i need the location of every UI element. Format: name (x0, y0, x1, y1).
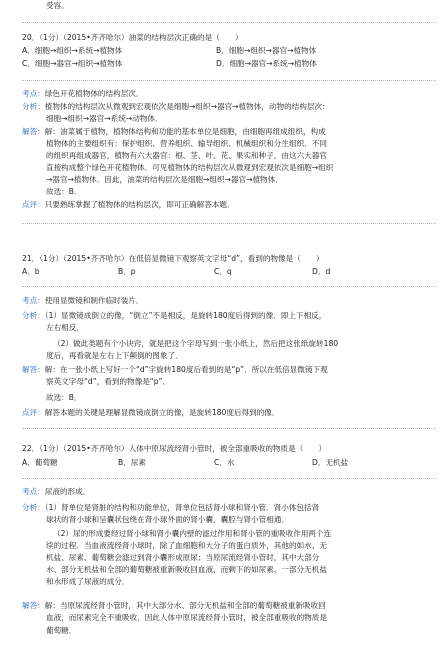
divider (22, 22, 436, 23)
q22-fenxi-label: 分析： (22, 503, 45, 512)
q22-fenxi-line-5: 机盐、尿素、葡萄糖会滤过到肾小囊形成原尿；当原尿流经肾小管时，其中大部分 (46, 553, 320, 562)
q21-kaodian-label: 考点： (22, 296, 45, 305)
q22-fenxi-line-3: （2）尿的形成要经过肾小球和肾小囊内壁的滤过作用和肾小管的重吸收作用两个连 (53, 529, 332, 538)
q21-dianping-label: 点评： (22, 408, 45, 417)
q20-option-d: D．细胞→器官→系统→植物体 (216, 59, 317, 68)
q21-fenxi-line-1: （1）显微镜成倒立的像，“倒立”不是相反，是旋转180度后得到的像．即上下相反， (44, 311, 327, 320)
q21-option-b: B．p (118, 267, 136, 276)
q20-jieda-line-6: 故选：B． (46, 187, 82, 196)
q21-kaodian: 使用显微镜和制作临时装片． (44, 296, 144, 305)
q20-kaodian-label: 考点： (22, 89, 45, 98)
q20-dianping-label: 点评： (22, 200, 45, 209)
q20-jieda-line-3: 的组织再组成器官，植物有六大器官：根、茎、叶、花、果实和种子，由这六大器官 (46, 151, 327, 160)
q20-jieda-line-4: 直接构成整个绿色开花植物体．可见植物体的结构层次从微观到宏观依次是细胞→组织 (46, 163, 334, 172)
q21-jieda-line-1: 解：在一张小纸上写好一个“d”字旋转180度后看到的是“p”．所以在低倍显微镜下观 (44, 365, 328, 374)
q21-jieda-label: 解答： (22, 365, 45, 374)
q21-option-c: C．q (214, 267, 232, 276)
q21-fenxi-label: 分析： (22, 311, 45, 320)
q20-option-c: C．细胞→器官→组织→植物体 (22, 59, 123, 68)
q22-option-a: A．葡萄糖 (22, 458, 58, 467)
q20-kaodian: 绿色开花植物体的结构层次． (44, 89, 144, 98)
q21-stem: 21．（1分）（2015•齐齐哈尔）在低倍显微镜下观察英文字母“d”，看到的物像是（ ） (22, 254, 324, 263)
q22-fenxi-line-4: 续的过程．当血液流经肾小球时，除了血细胞和大分子的蛋白质外，其他的如水、无 (46, 541, 327, 550)
previous-fragment: 受容。 (46, 1, 69, 10)
q22-fenxi-line-7: 和水形成了尿液的成分． (46, 577, 130, 586)
q22-fenxi-line-1: （1）肾单位是肾脏的结构和功能单位，肾单位包括肾小球和肾小管．肾小体包括肾 (44, 503, 320, 512)
q22-jieda-line-2: 血液，而尿素完全不重吸收．因此人体中原尿流经肾小管时，被全部重吸收的物质是 (46, 613, 327, 622)
q21-fenxi-line-4: 度后，再看就是左右上下颠倒的图象了． (46, 351, 183, 360)
q22-kaodian-label: 考点： (22, 487, 45, 496)
q22-option-d: D．无机盐 (312, 458, 349, 467)
q20-fenxi-line-2: 细胞→组织→器官→系统→动物体． (46, 114, 163, 123)
q21-fenxi-line-3: （2）做此类题有个小诀窍，就是把这个字母写到一张小纸上，然后把这张纸旋转180 (53, 339, 339, 348)
q20-option-b: B．细胞→组织→器官→植物体 (216, 46, 317, 55)
q20-stem: 20．（1分）（2015•齐齐哈尔）油菜的结构层次正确的是（ ） (22, 33, 243, 42)
q20-option-a: A．细胞→组织→系统→植物体 (22, 46, 123, 55)
q20-jieda-line-2: 植物体的主要组织有：保护组织、营养组织、输导组织、机械组织和分生组织．不同 (46, 139, 327, 148)
q20-dianping: 只要熟练掌握了植物体的结构层次，即可正确解答本题． (44, 200, 235, 209)
q20-fenxi-line-1: 植物体的结构层次从微观到宏观依次是细胞→组织→器官→植物体，动物的结构层次： (44, 102, 330, 111)
q20-jieda-label: 解答： (22, 127, 45, 136)
q21-fenxi-line-2: 左右相反． (46, 323, 84, 332)
q21-option-d: D．d (312, 267, 331, 276)
q20-jieda-line-5: →器官→植物体．因此，油菜的结构层次是细胞→组织→器官→植物体． (46, 175, 283, 184)
divider (22, 80, 436, 81)
q21-option-a: A．b (22, 267, 40, 276)
q22-stem: 22．（1分）（2015•齐齐哈尔）人体中原尿流经肾小管时，被全部重吸收的物质是（ ） (22, 444, 327, 453)
divider (22, 286, 436, 287)
q22-fenxi-line-2: 球状的肾小球和呈囊状包绕在肾小球外面的肾小囊，囊腔与肾小管相通． (46, 515, 289, 524)
q22-jieda-label: 解答： (22, 601, 45, 610)
q22-jieda-line-1: 解：当原尿流经肾小管时，其中大部分水、部分无机盐和全部的葡萄糖被重新吸收回 (44, 601, 326, 610)
q22-jieda-line-3: 葡萄糖． (46, 626, 77, 635)
q21-jieda-line-3: 故选：B． (46, 393, 82, 402)
q22-fenxi-line-6: 水、部分无机盐和全部的葡萄糖被重新吸收回血液，而剩下的如尿素、一部分无机盐 (46, 565, 327, 574)
q21-dianping: 解答本题的关键是理解显微镜成倒立的像，是旋转180度后得到的像． (44, 408, 280, 417)
q20-jieda-line-1: 解：油菜属于植物，植物体结构和功能的基本单位是细胞，由细胞再组成组织，构成 (44, 127, 326, 136)
divider (22, 478, 436, 479)
q20-fenxi-label: 分析： (22, 102, 45, 111)
q22-option-c: C．水 (214, 458, 235, 467)
divider (22, 223, 436, 224)
q22-option-b: B．尿素 (118, 458, 146, 467)
divider (22, 428, 436, 429)
q21-jieda-line-2: 察英文字母“d”，看到的物像是“p”． (46, 377, 171, 386)
q22-kaodian: 尿液的形成． (44, 487, 91, 496)
